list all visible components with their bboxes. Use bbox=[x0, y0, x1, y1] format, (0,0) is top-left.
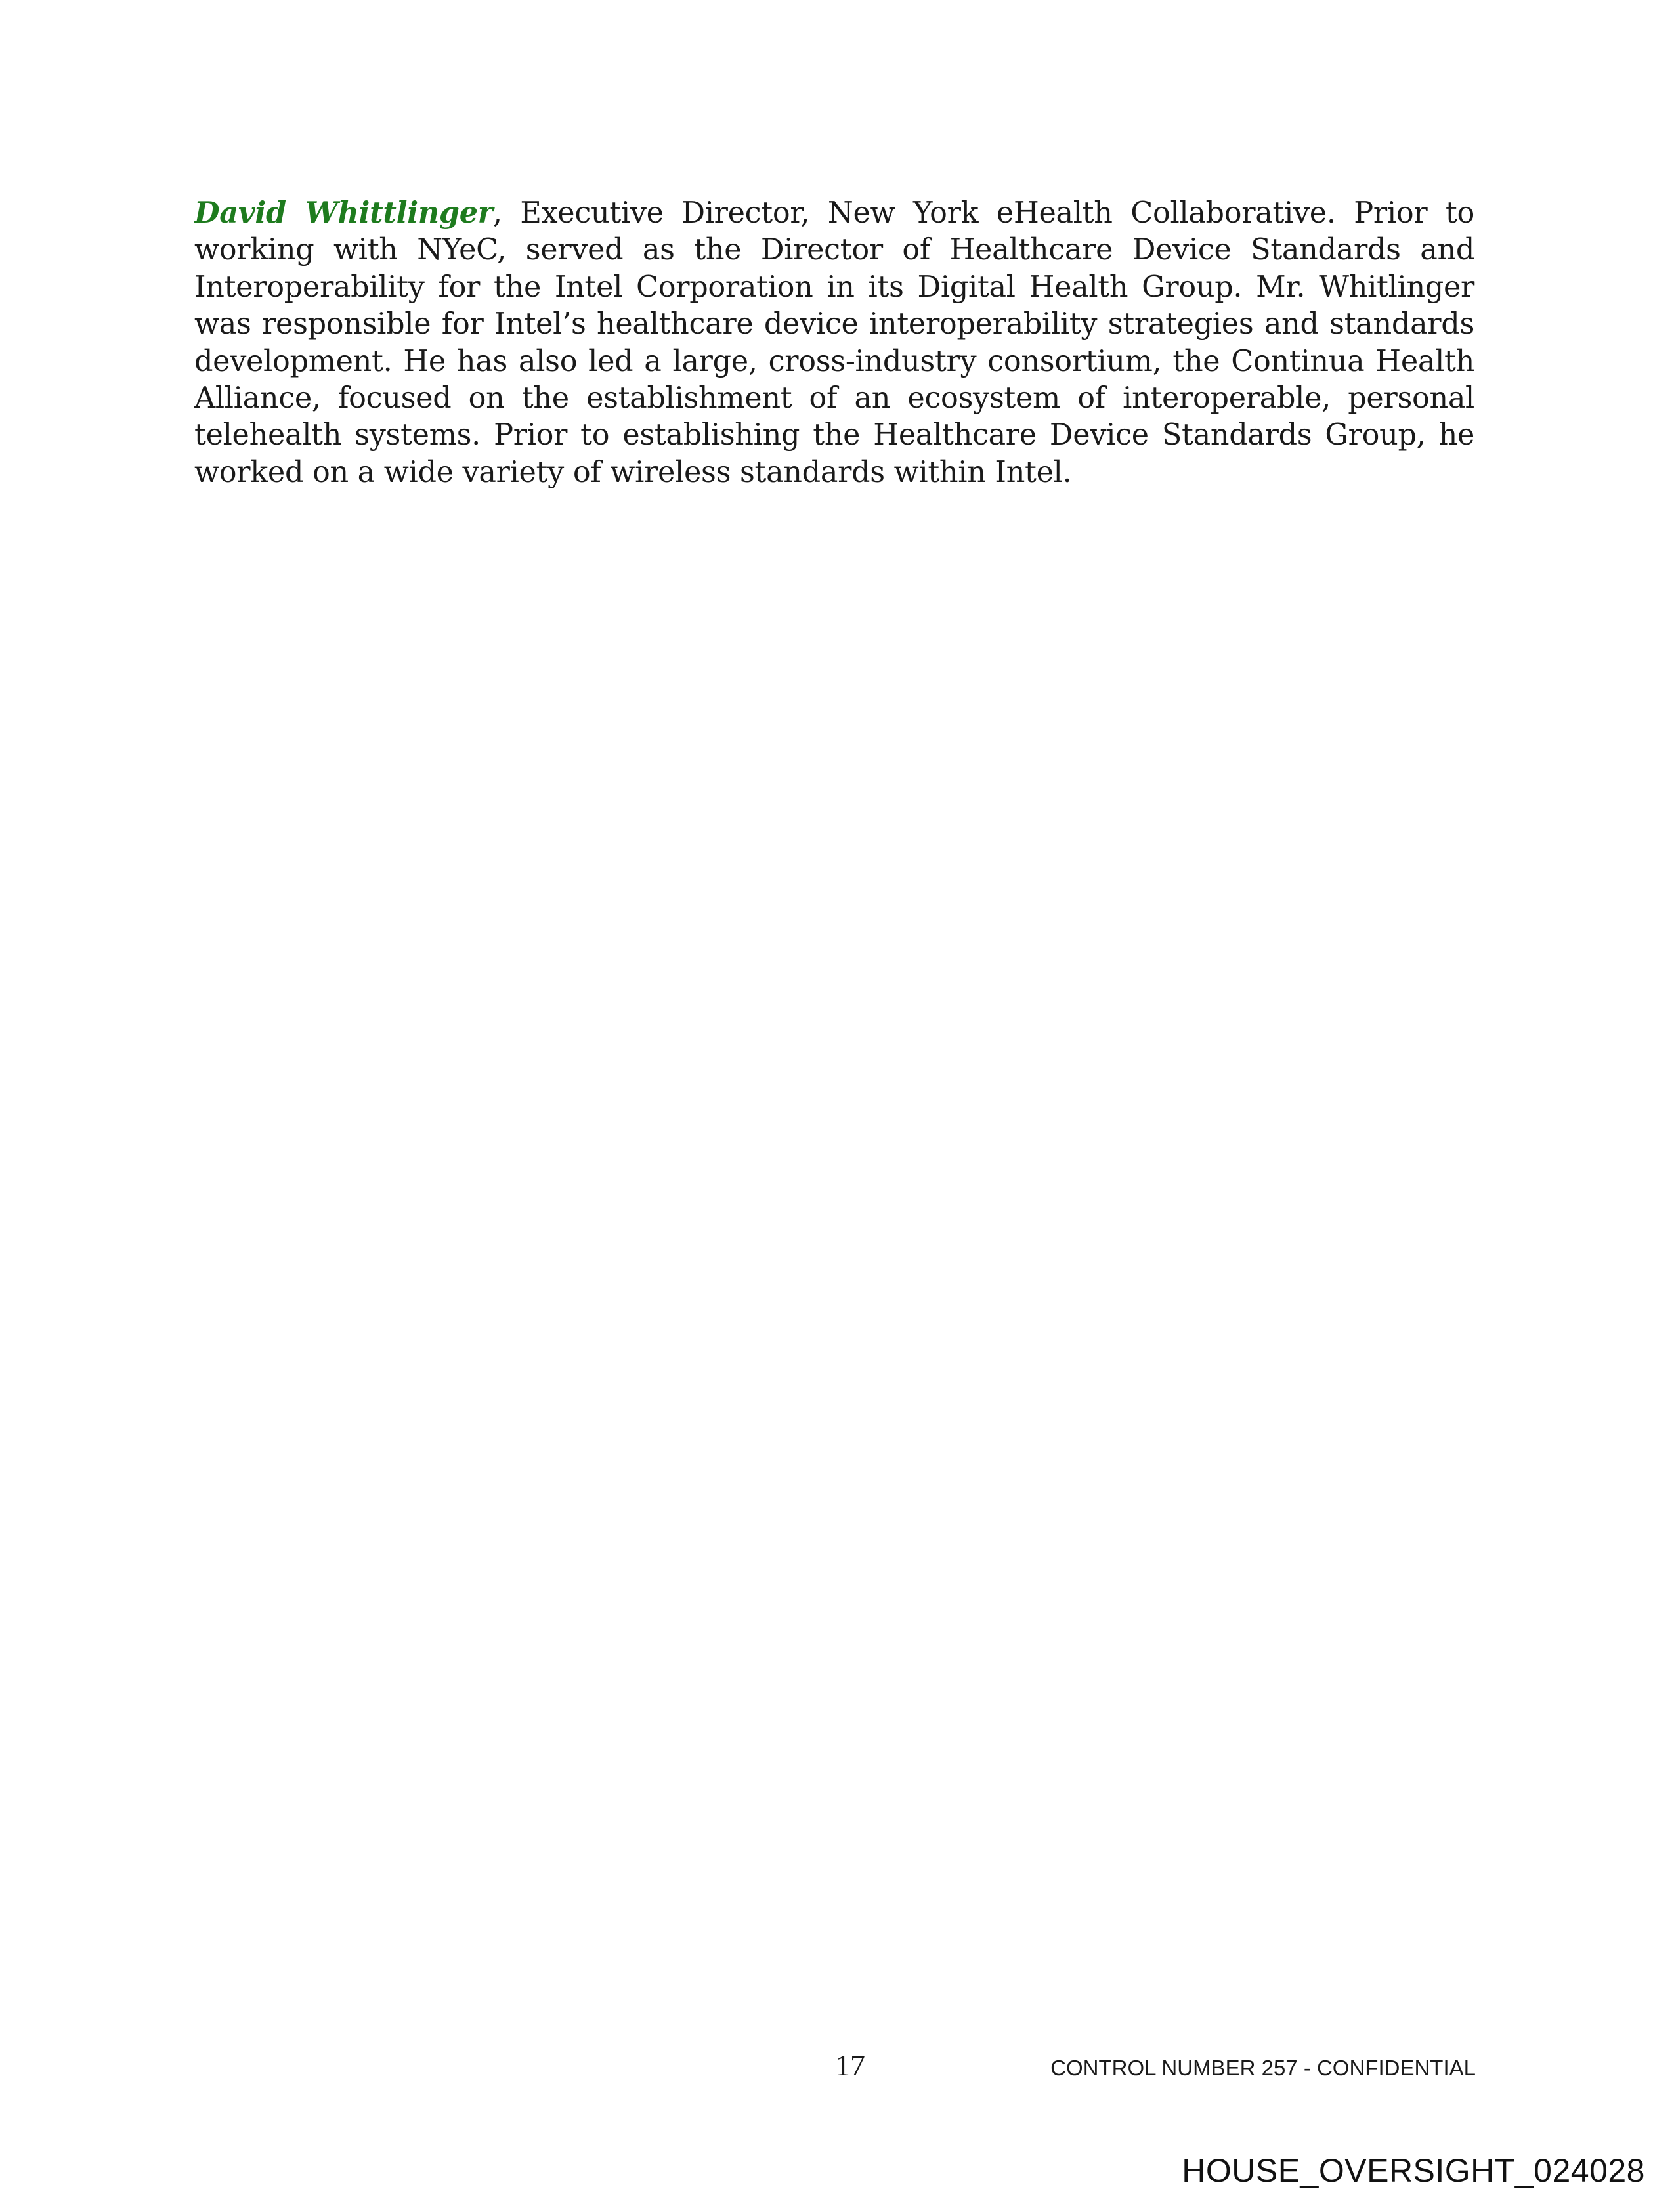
bio-text: , Executive Director, New York eHealth Collaborative. Prior to working with NYeC, served as the Director of Healthcare Device Standards and Interoperability for the Intel Corporation in its Digital Health Group. Mr. Whitlinger was responsible for Intel’s healthcare device interoperability strategies and standards development. He has also led a large, cross-industry consortium, the Continua Health Alliance, focused on the establishment of an ecosystem of interoperable, personal telehealth systems. Prior to establishing the Healthcare Device Standards Group, he worked on a wide variety of wireless standards within Intel. bbox=[194, 196, 1474, 489]
bates-number: HOUSE_OVERSIGHT_024028 bbox=[1182, 2152, 1645, 2189]
person-name: David Whittlinger bbox=[194, 196, 493, 230]
page-number: 17 bbox=[835, 2049, 865, 2082]
control-number: CONTROL NUMBER 257 - CONFIDENTIAL bbox=[1050, 2056, 1476, 2080]
bio-paragraph bbox=[194, 194, 1474, 491]
